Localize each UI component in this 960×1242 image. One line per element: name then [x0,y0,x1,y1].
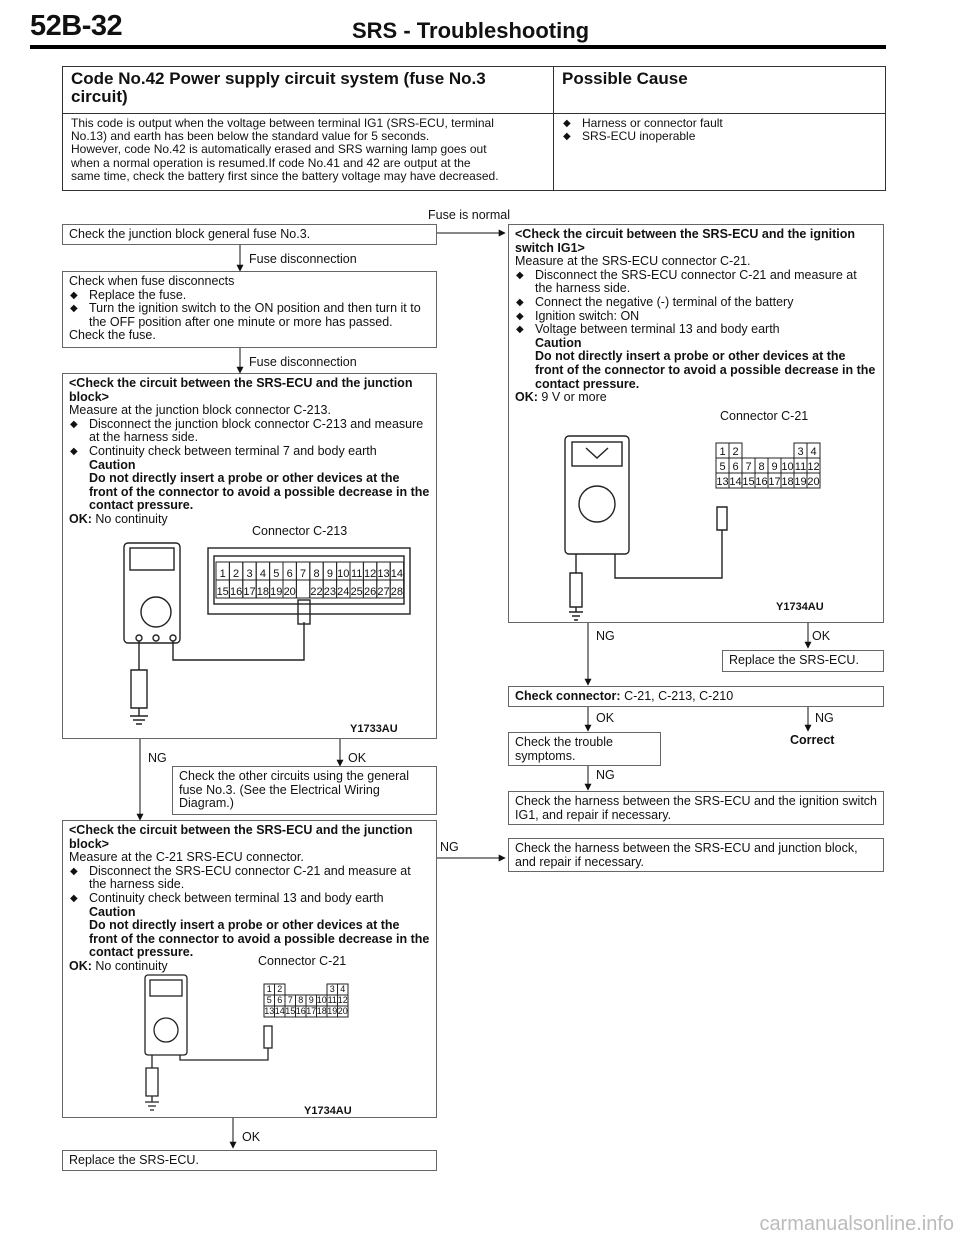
ok-value: No continuity [95,958,168,973]
connector-c21-label-right: Connector C-21 [720,409,809,423]
c21-right-pin-label: 2 [732,446,739,458]
junction-check-2-caution-text: Do not directly insert a probe or other devices at the front of the connector to avoid a possible decrease in the contact pressure. [89,918,430,960]
check-connector-value: C-21, C-213, C-210 [624,689,734,703]
c21-left-pin-label: 8 [298,995,304,1005]
fuse-normal-label: Fuse is normal [428,208,510,222]
c213-pin-label: 20 [283,586,296,598]
code-title-line2: circuit) [71,87,128,106]
c21-right-pin-label: 3 [797,446,804,458]
cause-item: ◆ Harness or connector fault [562,117,877,130]
possible-cause-header: Possible Cause [562,69,688,88]
c213-pin-label: 7 [300,568,307,580]
c21-right-pin-label: 14 [729,476,742,488]
c213-pin-label: 23 [323,586,337,598]
check-trouble-text: Check the trouble symptoms. [515,735,613,763]
section-title: SRS - Troubleshooting [352,18,590,43]
junction-check-2-item: ◆ Continuity check between terminal 13 and body earth [69,892,430,906]
c21-left-pin-label: 13 [264,1006,275,1016]
junction-check-1-item: ◆ Continuity check between terminal 7 and body earth [69,445,430,459]
c21-right-pin-label: 4 [810,446,817,458]
c213-pin-label: 28 [390,586,404,598]
replace-ecu-step-bottom [62,1150,437,1171]
c21-left-pin-label: 10 [316,995,327,1005]
c21-left-pin-label: 17 [306,1006,317,1016]
c213-pin-label: 27 [377,586,390,598]
c21-left-pin-label: 9 [308,995,314,1005]
c213-pin-label: 8 [313,568,320,580]
fuse-disconnects-step [62,271,437,348]
page-number: 52B-32 [30,10,123,42]
ignition-check-item: ◆ Connect the negative (-) terminal of the battery [515,296,877,310]
ok-value: 9 V or more [541,390,607,405]
c213-pin-label: 24 [337,586,350,598]
connector-c21-label-left: Connector C-21 [258,954,347,968]
description-line: However, code No.42 is automatically erased and SRS warning lamp goes out [71,142,487,157]
junction-2-ok-label: OK [242,1130,261,1144]
c21-left-pin-label: 2 [277,984,283,994]
check-fuse-text: Check the junction block general fuse No.3. [69,227,311,241]
junction-check-2-caution-title: Caution [89,904,136,919]
c213-pin-label: 12 [363,568,377,580]
c213-pin-label: 22 [310,586,323,598]
c213-pin-label: 25 [350,586,363,598]
c21-right-pin-label: 20 [807,476,820,488]
junction-check-2-measure: Measure at the C-21 SRS-ECU connector. [69,850,304,865]
c21-right-pin-label: 1 [719,446,726,458]
junction-check-1-title: <Check the circuit between the SRS-ECU and the junction block> [69,376,413,404]
watermark: carmanualsonline.info [759,1213,954,1235]
ignition-check-caution-title: Caution [535,335,582,350]
figure-code-y1733au: Y1733AU [350,723,398,735]
junction-1-ok-label: OK [348,751,367,765]
c21-right-pin-label: 17 [768,476,781,488]
description-line: No.13) and earth has been below the standard value for 5 seconds. [71,129,430,144]
c213-pin-label: 2 [233,568,240,580]
fuse-disconnects-footer: Check the fuse. [69,328,156,343]
check-fuse-step [62,224,437,245]
junction-check-1-measure: Measure at the junction block connector C-213. [69,403,331,418]
ignition-check-step [508,224,884,623]
ignition-check-ok [515,391,877,405]
c213-pin-label: 10 [337,568,350,580]
c21-right-pin-label: 19 [794,476,807,488]
c21-left-pin-label: 15 [285,1006,296,1016]
check-other-circuits-step [172,766,437,815]
c213-pin-label: 6 [286,568,293,580]
c21-left-pin-label: 1 [266,984,272,994]
c213-pin-label: 18 [256,586,270,598]
c21-left-pin-label: 12 [337,995,348,1005]
c213-pin-label: 26 [363,586,377,598]
ignition-check-item: ◆ Disconnect the SRS-ECU connector C-21 and measure at the harness side. [515,269,877,296]
junction-check-2-ok [69,960,430,974]
replace-ecu-text-right: Replace the SRS-ECU. [729,653,859,667]
ignition-ng-label: NG [596,629,615,643]
c21-left-pin-label: 18 [316,1006,327,1016]
description-line: This code is output when the voltage between terminal IG1 (SRS-ECU, terminal [71,116,494,130]
c21-left-pin-label: 14 [274,1006,285,1016]
fuse-disconnects-title: Check when fuse disconnects [69,274,235,288]
junction-check-1-list [69,418,430,459]
c21-right-pin-label: 12 [807,461,820,473]
junction-check-1-item: ◆ Disconnect the junction block connector C-213 and measure at the harness side. [69,418,430,445]
check-other-circuits-text: Check the other circuits using the general fuse No.3. (See the Electrical Wiring Diagram.) [179,769,409,811]
check-connector-ng-label: NG [815,711,834,725]
connector-c213-label: Connector C-213 [252,524,348,538]
c213-pin-label: 3 [246,568,253,580]
c213-pin-label: 5 [273,568,280,580]
ignition-ok-label: OK [812,629,831,643]
ignition-check-title: <Check the circuit between the SRS-ECU and the ignition switch IG1> [515,227,855,255]
junction-check-step-2 [62,820,437,1118]
c21-right-pin-label: 15 [742,476,755,488]
figure-code-y1734au-right: Y1734AU [776,601,824,613]
junction-check-2-title: <Check the circuit between the SRS-ECU and the junction block> [69,823,413,851]
ok-label: OK: [69,511,92,526]
junction-check-2-list [69,865,430,906]
c21-right-pin-label: 10 [781,461,794,473]
junction-check-1-caution-text: Do not directly insert a probe or other devices at the front of the connector to avoid a possible decrease in the contact pressure. [89,471,430,513]
c213-pin-label: 17 [243,586,256,598]
c21-left-pin-label: 5 [266,995,272,1005]
c21-right-pin-label: 9 [771,461,778,473]
ignition-check-list [515,269,877,337]
c21-right-pin-label: 8 [758,461,765,473]
c213-pin-label: 9 [326,568,333,580]
c21-right-pin-label: 7 [745,461,752,473]
figure-code-y1734au-left: Y1734AU [304,1105,352,1117]
check-trouble-step [508,732,661,766]
junction-check-1-ok [69,513,430,527]
junction-check-1-caution-title: Caution [89,457,136,472]
c213-pin-label: 19 [270,586,283,598]
c213-pin-label: 1 [219,568,226,580]
c21-left-pin-label: 6 [277,995,283,1005]
c21-right-pin-label: 11 [794,461,807,473]
ok-value: No continuity [95,511,168,526]
code-title-line1: Code No.42 Power supply circuit system (fuse No.3 [71,69,486,88]
c21-right-pin-label: 5 [719,461,726,473]
check-connector-ok-label: OK [596,711,615,725]
ok-label: OK: [69,958,92,973]
trouble-ng-label: NG [596,768,615,782]
check-harness-jb-step [508,838,884,872]
c21-right-pin-label: 16 [755,476,768,488]
c21-left-pin-label: 20 [337,1006,348,1016]
c213-pin-label: 14 [390,568,404,580]
check-connector-step [508,686,884,707]
junction-2-ng-label: NG [440,840,459,854]
c21-left-pin-label: 16 [295,1006,306,1016]
c213-pin-label: 4 [259,568,266,580]
correct-label: Correct [790,733,835,747]
c21-left-pin-label: 19 [327,1006,338,1016]
fuse-disconnects-item: ◆ Turn the ignition switch to the ON position and then turn it to the OFF position after one minute or more has passed. [69,302,430,329]
check-harness-ig-text: Check the harness between the SRS-ECU and the ignition switch IG1, and repair if necessary. [515,794,877,822]
c21-right-pin-label: 18 [781,476,794,488]
c21-left-pin-label: 7 [287,995,293,1005]
fuse-disconnection-label-2: Fuse disconnection [249,355,357,369]
c213-pin-label: 15 [216,586,229,598]
c213-pin-label: 13 [377,568,390,580]
c21-left-pin-label: 11 [327,995,337,1005]
ignition-check-caution-text: Do not directly insert a probe or other devices at the front of the connector to avoid a possible decrease in the contact pressure. [535,349,876,391]
replace-ecu-step-right [722,650,884,672]
check-harness-jb-text: Check the harness between the SRS-ECU and junction block, and repair if necessary. [515,841,858,869]
ignition-check-measure: Measure at the SRS-ECU connector C-21. [515,254,751,269]
replace-ecu-text-bottom: Replace the SRS-ECU. [69,1153,199,1167]
fuse-disconnects-item: ◆ Replace the fuse. [69,289,430,303]
c213-pin-label: 11 [350,568,363,580]
ok-label: OK: [515,390,538,405]
junction-check-2-item: ◆ Disconnect the SRS-ECU connector C-21 and measure at the harness side. [69,865,430,892]
junction-check-step-1 [62,373,437,739]
cause-item: ◆ SRS-ECU inoperable [562,130,877,143]
fuse-disconnection-label-1: Fuse disconnection [249,252,357,266]
check-connector-label: Check connector: [515,689,621,703]
ignition-check-item: ◆ Ignition switch: ON [515,310,877,324]
description-line: when a normal operation is resumed.If code No.41 and 42 are output at the [71,155,471,170]
c21-right-pin-label: 13 [716,476,729,488]
c21-left-pin-label: 3 [329,984,335,994]
c21-left-pin-label: 4 [340,984,346,994]
description-line: same time, check the battery first since the battery voltage may have decreased. [71,168,499,183]
c21-right-pin-label: 6 [732,461,739,473]
c213-pin-label: 16 [229,586,243,598]
junction-1-ng-label: NG [148,751,167,765]
check-harness-ig-step [508,791,884,825]
fuse-disconnects-list [69,289,430,330]
ignition-check-item: ◆ Voltage between terminal 13 and body earth [515,323,877,337]
